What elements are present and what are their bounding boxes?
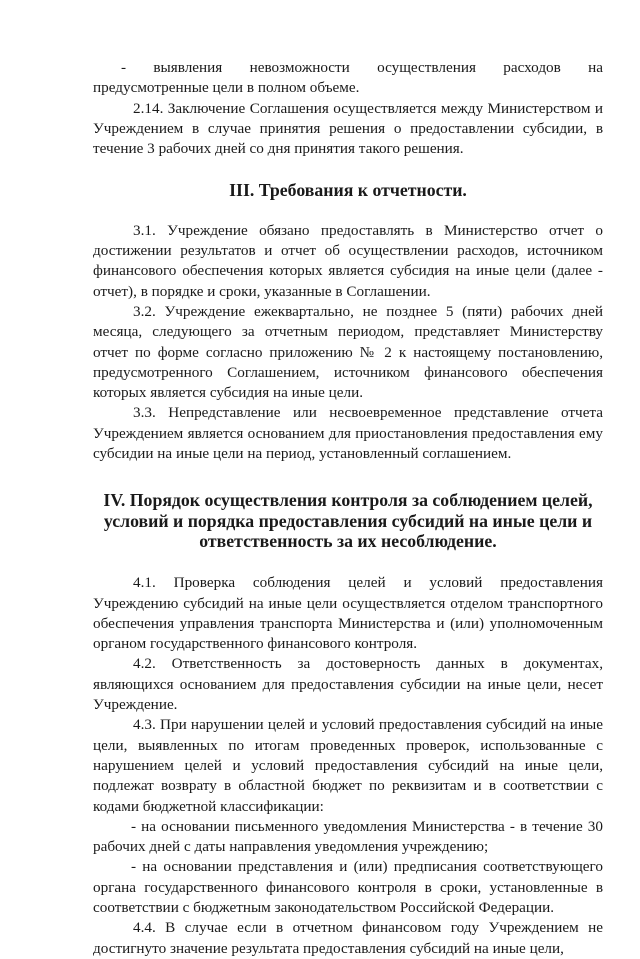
paragraph-dash-control-order: - на основании представления и (или) предписания соответствующего органа государственного финансового контроля в сроки, установленные в соответствии с бюджетным законодательством Российской Федерации. — [93, 858, 603, 916]
paragraph-4-4: 4.4. В случае если в отчетном финансовом году Учреждением не достигнуто значение результата предоставления субсидий на иные цели, — [93, 919, 603, 957]
paragraph-3-2: 3.2. Учреждение ежеквартально, не позднее 5 (пяти) рабочих дней месяца, следующего за отчетным периодом, представляет Министерству отчет по форме согласно приложению № 2 к настоящему постановлению, предусмотренного Соглашением, источником финансового обеспечения которых является субсидия на иные цели. — [93, 302, 603, 402]
paragraph-2-14: 2.14. Заключение Соглашения осуществляется между Министерством и Учреждением в случае принятия решения о предоставлении субсидии, в течение 3 рабочих дней со дня принятия такого решения. — [93, 99, 603, 158]
paragraph-4-3: 4.3. При нарушении целей и условий предоставления субсидий на иные цели, выявленных по итогам проведенных проверок, использованные с нарушением целей и условий предоставления субсидий на иные цели, подлежат возврату в областной бюджет по реквизитам и в соответствии с кодами бюджетной классификации: — [93, 716, 603, 815]
paragraph-bullet-inability: - выявления невозможности осуществления расходов на предусмотренные цели в полном объеме. — [93, 59, 603, 97]
paragraph-4-1: 4.1. Проверка соблюдения целей и условий предоставления Учреждению субсидий на иные цели осуществляется отделом транспортного обеспечения управления транспорта Министерства и (или) уполномоченным органом государственного финансового контроля. — [93, 574, 603, 653]
paragraph-4-2: 4.2. Ответственность за достоверность данных в документах, являющихся основанием для предоставления субсидии на иные цели, несет Учреждение. — [93, 655, 603, 714]
section-4-title: IV. Порядок осуществления контроля за соблюдением целей, условий и порядка предоставления субсидий на иные цели и ответственность за их несоблюдение. — [103, 490, 593, 551]
paragraph-dash-ministry-notice: - на основании письменного уведомления Министерства - в течение 30 рабочих дней с даты направления уведомления учреждению; — [93, 817, 603, 856]
section-3-title: III. Требования к отчетности. — [229, 180, 467, 201]
paragraph-3-1: 3.1. Учреждение обязано предоставлять в Министерство отчет о достижении результатов и отчет об осуществлении расходов, источником финансового обеспечения которых является субсидия на иные цели (далее - отчет), в порядке и сроки, указанные в Соглашении. — [93, 221, 603, 300]
paragraph-3-3: 3.3. Непредставление или несвоевременное представление отчета Учреждением является основанием для приостановления предоставления ему субсидии на иные цели на период, установленный соглашением. — [93, 404, 603, 463]
